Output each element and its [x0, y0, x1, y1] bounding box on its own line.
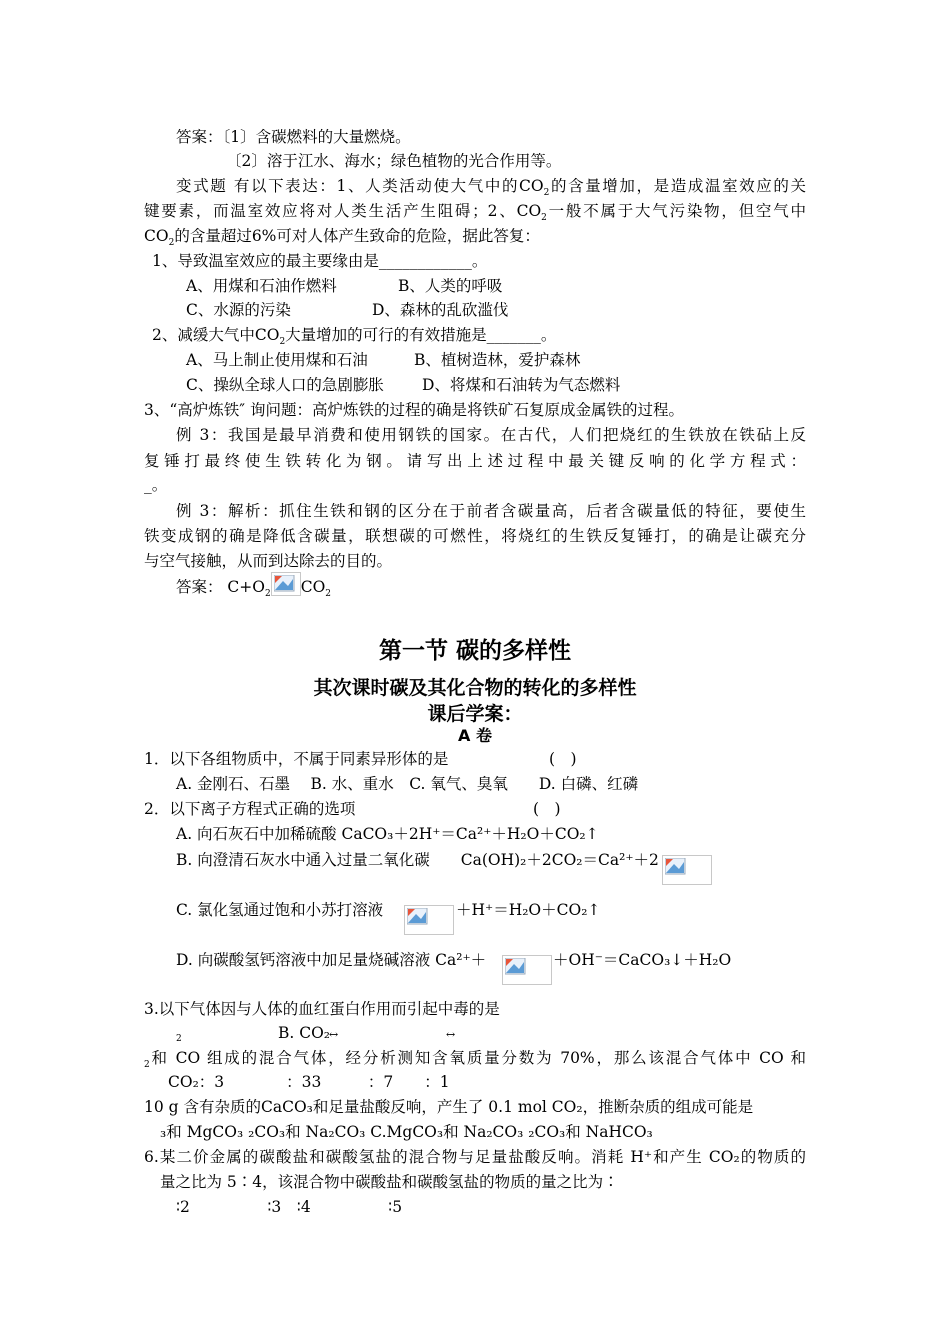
small-icon: ↔	[446, 1028, 456, 1041]
solution-line-3: 与空气接触，从而到达除去的目的。	[144, 552, 393, 570]
variant-q2-option-a: A、马上制止使用煤和石油	[186, 351, 368, 369]
question-1-paren: ( )	[549, 750, 577, 768]
variant-line-3: $CO_2$的含量超过6%可对人体产生致命的危险，据此答复：	[144, 227, 540, 249]
answer-line-1: 答案：〔1〕含碳燃料的大量燃烧。	[176, 128, 411, 146]
variant-line-2: 键要素，而温室效应将对人类生活产生阻碍；2、$CO_2$一般不属于大气污染物，但空气中	[144, 202, 806, 224]
variant-q1-option-d: D、森林的乱砍滥伐	[372, 301, 509, 319]
question-2-paren: ( )	[533, 800, 561, 818]
variant-q1: 1、导致温室效应的最主要缘由是____________。	[152, 252, 488, 270]
section-title: 第一节 碳的多样性	[378, 638, 571, 664]
question-3-option-a: 2	[176, 1034, 182, 1044]
answer-line-2: 〔2〕溶于江水、海水；绿色植物的光合作用等。	[226, 152, 562, 170]
question-6-line-1: 6.某二价金属的碳酸盐和碳酸氢盐的混合物与足量盐酸反响。消耗 H⁺和产生 CO₂的物质的	[144, 1148, 806, 1166]
question-5-line-1: 10 g 含有杂质的CaCO₃和足量盐酸反响，产生了 0.1 mol CO₂，推断杂质的组成可能是	[144, 1098, 754, 1116]
question-3-option-b: B. CO₂	[278, 1024, 331, 1042]
question-2-option-b: B. 向澄清石灰水中通入过量二氧化碳 Ca(OH)₂＋2CO₂＝Ca²⁺＋2	[176, 851, 659, 869]
example3-line-1: 例 3：我国是最早消费和使用钢铁的国家。在古代，人们把烧红的生铁放在铁砧上反	[176, 426, 806, 444]
question-2-option-c-eq: ＋H⁺＝H₂O＋CO₂↑	[456, 901, 601, 919]
example3-line-2: 复锤打最终使生铁转化为钢。请写出上述过程中最关键反响的化学方程式：	[144, 452, 806, 470]
small-icon: ↔	[329, 1028, 339, 1041]
example3-line-3: _。	[144, 476, 168, 494]
question-6-line-2: 量之比为 5∶4，该混合物中碳酸盐和碳酸氢盐的物质的量之比为∶	[160, 1173, 619, 1191]
question-2-stem: 2．以下离子方程式正确的选项	[144, 800, 356, 818]
variant-q2: 2、减缓大气中$CO_2$大量增加的可行的有效措施是_______。	[152, 326, 557, 348]
question-2-option-d-eq: ＋OH⁻＝CaCO₃↓＋H₂O	[553, 951, 732, 969]
solution-line-1: 例 3：解析：抓住生铁和钢的区分在于前者含碳量高，后者含碳量低的特征，要使生	[176, 502, 806, 520]
question-1-options: A. 金刚石、石墨 B. 水、重水 C. 氧气、臭氧 D. 白磷、红磷	[176, 775, 639, 793]
paper-a-title: A 卷	[458, 726, 492, 745]
broken-image-icon	[662, 855, 712, 885]
question-2-option-a: A. 向石灰石中加稀硫酸 CaCO₃＋2H⁺＝Ca²⁺＋H₂O＋CO₂↑	[176, 825, 599, 843]
broken-image-icon	[502, 955, 552, 985]
question-5-line-2: ₃和 MgCO₃ ₂CO₃和 Na₂CO₃ C.MgCO₃和 Na₂CO₃ ₂CO₃和 NaHCO₃	[160, 1123, 653, 1141]
question-1-stem: 1．以下各组物质中，不属于同素异形体的是	[144, 750, 449, 768]
variant-q2-option-b: B、植树造林，爱护森林	[414, 351, 581, 369]
variant-q2-option-d: D、将煤和石油转为气态燃料	[422, 376, 621, 394]
variant-q1-option-b: B、人类的呼吸	[398, 277, 503, 295]
question-3-stem: 3.以下气体因与人体的血红蛋白作用而引起中毒的是	[144, 1000, 500, 1018]
broken-image-icon	[404, 905, 454, 935]
after-class-title: 课后学案：	[427, 703, 523, 725]
variant-q2-option-c: C、操纵全球人口的急剧膨胀	[186, 376, 384, 394]
variant-line-1: 变式题 有以下表达：1、人类活动使大气中的$CO_2$的含量增加，是造成温室效应的关	[176, 177, 806, 199]
variant-q1-option-a: A、用煤和石油作燃料	[186, 277, 337, 295]
lesson-title: 其次课时碳及其化合物的转化的多样性	[313, 677, 637, 699]
question-6-line-3: ∶2 ∶3 ∶4 ∶5	[176, 1198, 403, 1216]
question-2-option-d-text: D. 向碳酸氢钙溶液中加足量烧碱溶液 Ca²⁺＋	[176, 951, 487, 969]
question-4-line-2: CO₂：3 ：33 ：7 ：1	[168, 1073, 450, 1091]
solution-line-2: 铁变成钢的确是降低含碳量，联想碳的可燃性，将烧红的生铁反复锤打，的确是让碳充分	[144, 527, 806, 545]
example3-answer: 答案： $C+O_2$ $CO_2$	[176, 576, 331, 598]
question-4-line-1: $_2$和 CO 组成的混合气体，经分析测知含氧质量分数为 70%，那么该混合气体中 CO 和	[144, 1049, 806, 1071]
variant-q1-option-c: C、水源的污染	[186, 301, 291, 319]
question-2-option-c-text: C. 氯化氢通过饱和小苏打溶液	[176, 901, 384, 919]
variant-q3: 3、“高炉炼铁″ 询问题：高炉炼铁的过程的确是将铁矿石复原成金属铁的过程。	[144, 401, 685, 419]
broken-image-icon	[271, 572, 301, 596]
